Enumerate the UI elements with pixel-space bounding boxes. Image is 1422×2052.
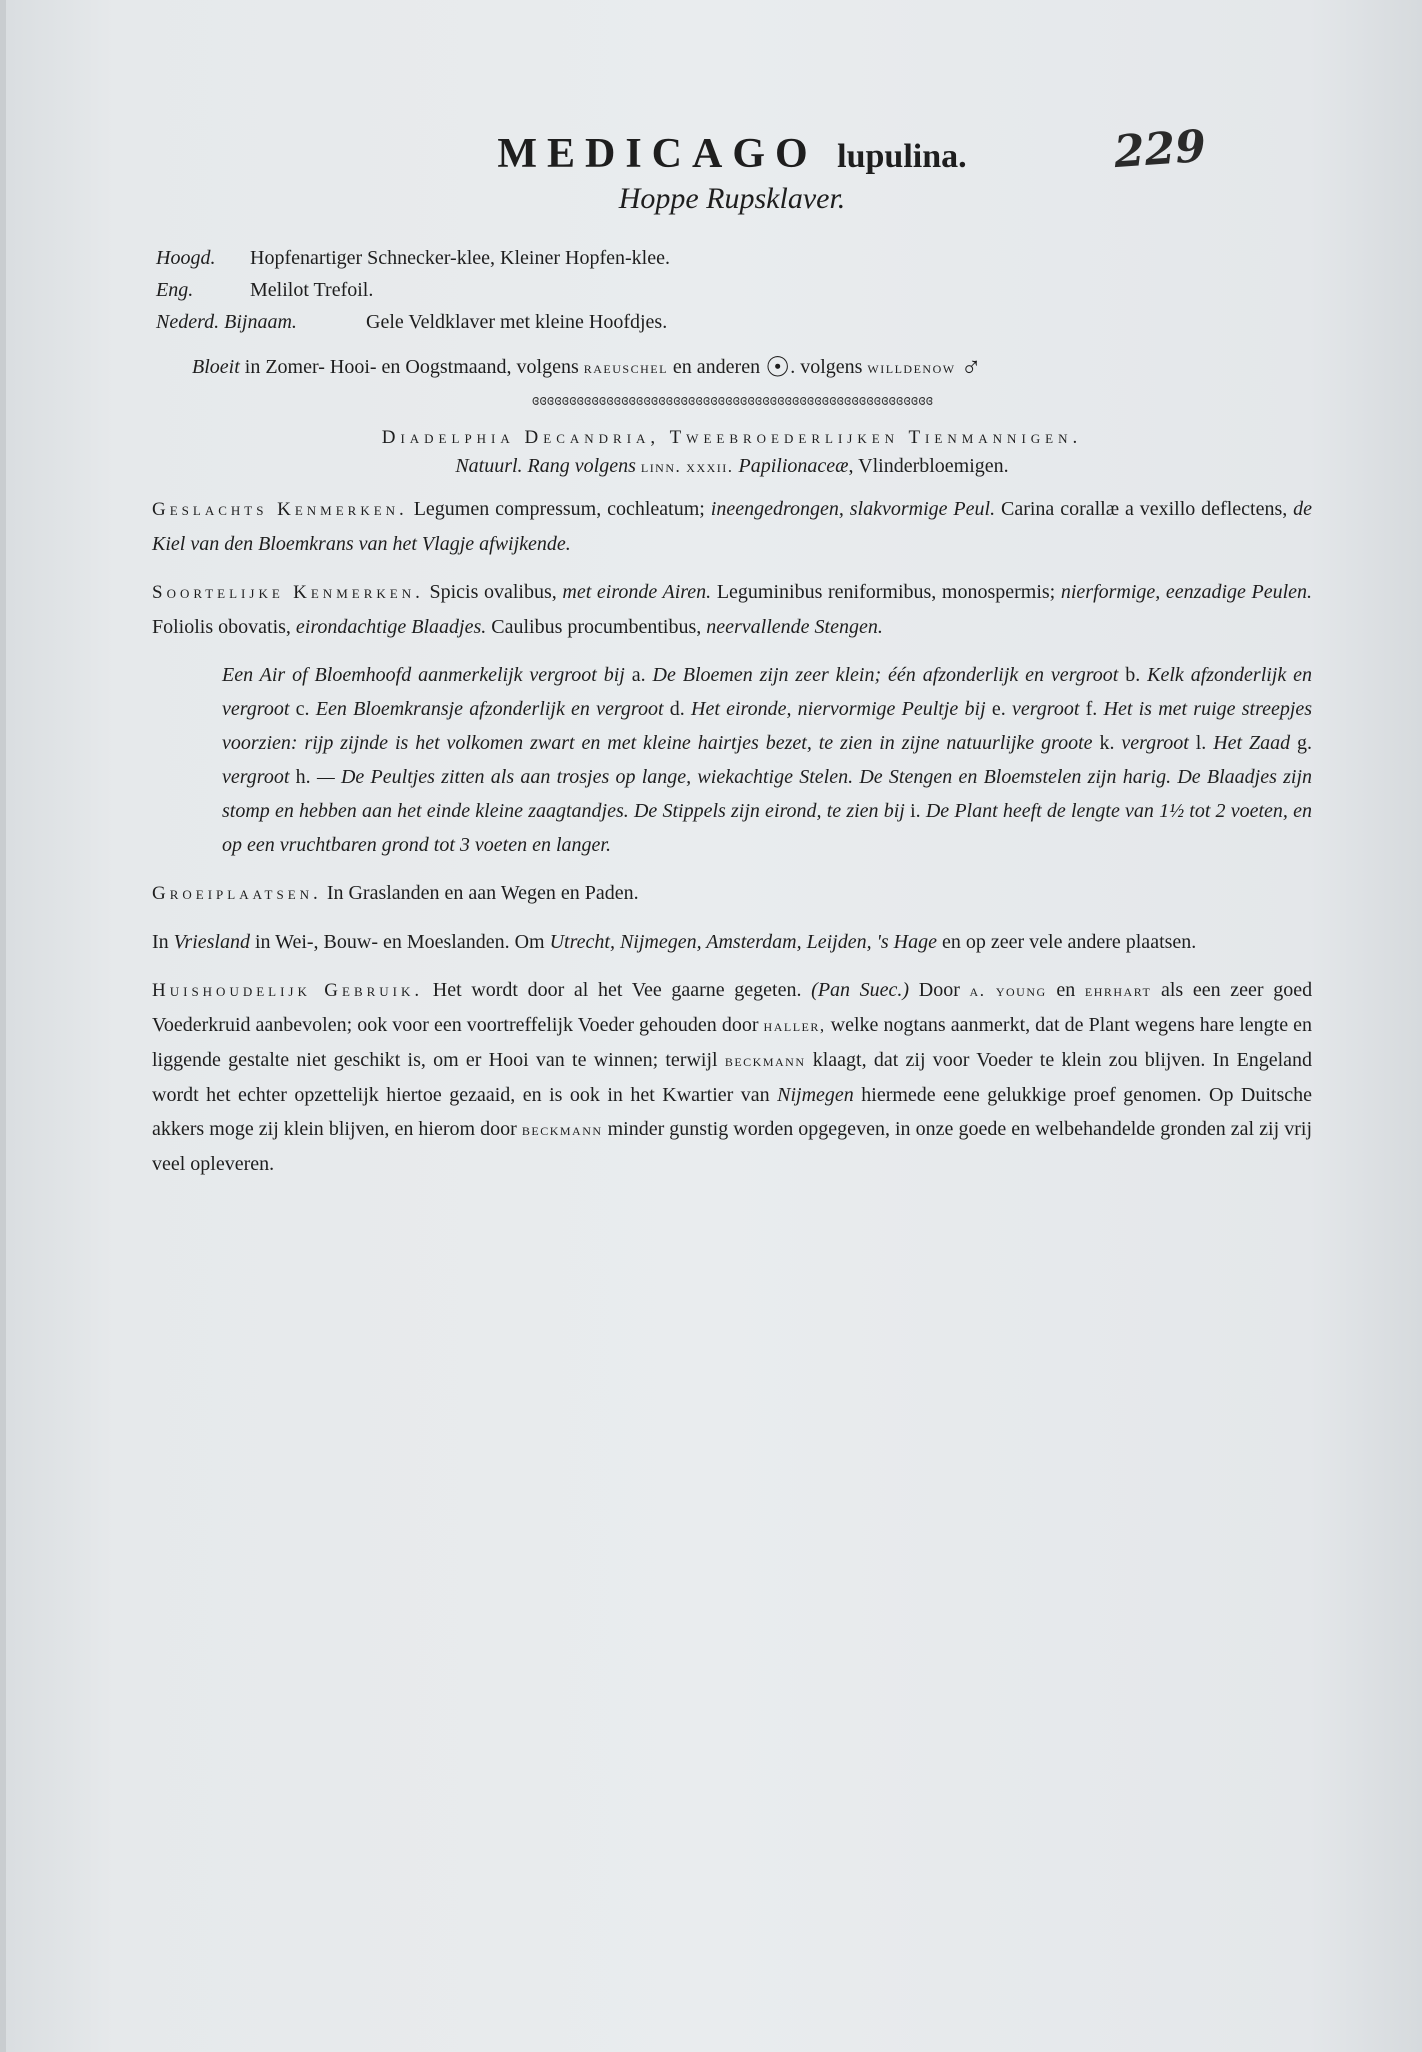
use-text: klaagt, dat zij voor Voeder te klein zou blijven. In Engeland wordt het echter opzettelijk hiertoe gezaaid, en is ook in het Kwartier van	[152, 1049, 1313, 1107]
species-name: lupulina.	[837, 138, 967, 175]
dutch-text: nierformige, eenzadige Peulen.	[1060, 581, 1313, 604]
place-name: Utrecht, Nijmegen, Amsterdam, Leijden, 's Hage	[549, 931, 937, 954]
dutch-text: eirondachtige Blaadjes.	[295, 616, 487, 639]
latin-text: Legumen compressum, cochleatum;	[413, 498, 705, 521]
rank-number: xxxii.	[686, 457, 734, 477]
family-dutch: , Vlinderbloemigen.	[848, 455, 1009, 478]
use-text: minder gunstig worden opgegeven, in onze goede en welbehandelde gronden zal zij vrij veel opleveren.	[152, 1118, 1312, 1176]
figure-letter: a.	[631, 664, 646, 687]
figure-letter: f.	[1085, 698, 1098, 721]
language-label: Nederd. Bijnaam.	[156, 311, 297, 333]
description-text: vergroot	[1011, 698, 1080, 721]
latin-text: Caulibus procumbentibus,	[491, 616, 702, 639]
localities	[152, 925, 1312, 959]
latin-text: Leguminibus reniformibus, monospermis;	[716, 581, 1056, 604]
locality-text: en op zeer vele andere plaatsen.	[941, 931, 1197, 954]
description-text: Het is met ruige streepjes voorzien: rijp zijnde is het volkomen zwart en met kleine hairtjes bezet, te zien in zijne natuurlijke groote	[222, 698, 1313, 755]
description-text: Kelk afzonderlijk en vergroot	[222, 664, 1313, 721]
plate-description	[222, 658, 1312, 862]
vernacular-row	[156, 274, 1312, 306]
section-heading: Soortelijke Kenmerken.	[152, 582, 424, 604]
dutch-text: de Kiel van den Bloemkrans van het Vlagje afwijkende.	[152, 498, 1313, 556]
genus-characters	[152, 492, 1312, 561]
ornamental-divider: ɞɞɞɞɞɞɞɞɞɞɞɞɞɞɞɞɞɞɞɞɞɞɞɞɞɞɞɞɞɞɞɞɞɞɞɞɞɞɞɞɞɞɞɞɞɞɞɞɞɞɞɞɞɞ	[531, 393, 933, 410]
use-text: Het wordt door al het Vee gaarne gegeten.	[432, 979, 802, 1002]
author-name: ehrhart	[1084, 981, 1152, 1001]
description-text: vergroot	[222, 766, 290, 789]
author-name: beckmann	[521, 1120, 603, 1140]
latin-text: Spicis ovalibus,	[429, 581, 557, 604]
description-text: Een Air of Bloemhoofd aanmerkelijk vergroot bij	[222, 664, 625, 687]
figure-letter: h.	[295, 766, 311, 789]
figure-letter: b.	[1125, 664, 1141, 687]
use-text: welke nogtans aanmerkt, dat de Plant wegens hare lengte en liggende gestalte niet geschikt is, om er Hooi van te winnen; terwijl	[152, 1014, 1313, 1072]
author-name: linn.	[640, 457, 682, 477]
language-label: Eng.	[156, 279, 194, 301]
figure-letter: g.	[1297, 732, 1313, 755]
figure-letter: l.	[1195, 732, 1207, 755]
section-heading: Groeiplaatsen.	[152, 883, 322, 905]
figure-letter: c.	[295, 698, 310, 721]
plate-number: 229	[1112, 120, 1208, 179]
biennial-symbol-icon: ♂	[960, 352, 982, 384]
linnaean-class: Diadelphia Decandria, Tweebroederlijken Tienmannigen.	[381, 427, 1083, 449]
author-name: raeuschel	[583, 358, 668, 377]
description-text: vergroot	[1121, 732, 1189, 755]
dutch-text: ineengedrongen, slakvormige Peul.	[710, 498, 996, 521]
dutch-text: met eironde Airen.	[562, 581, 712, 604]
bloom-text: . volgens	[790, 356, 863, 378]
description-text: Een Bloemkransje afzonderlijk en vergroot	[315, 698, 664, 721]
section-heading: Huishoudelijk Gebruik.	[152, 980, 424, 1002]
vernacular-name: Melilot Trefoil.	[250, 279, 374, 301]
locality-text: In	[152, 931, 169, 954]
description-text: Het Zaad	[1213, 732, 1291, 755]
figure-letter: i.	[910, 800, 921, 823]
author-name: a. young	[969, 981, 1047, 1001]
latin-text: Carina corallæ a vexillo deflectens,	[1000, 498, 1288, 521]
author-name: willdenow	[867, 358, 956, 377]
vernacular-name: Gele Veldklaver met kleine Hoofdjes.	[366, 311, 668, 333]
species-characters	[152, 575, 1312, 644]
natural-rank	[152, 455, 1312, 478]
vernacular-row	[156, 242, 1312, 274]
habitat	[152, 876, 1312, 911]
locality-text: in Wei-, Bouw- en Moeslanden. Om	[254, 931, 545, 954]
family-latin: Papilionaceæ	[738, 455, 849, 478]
place-name: Vriesland	[173, 931, 250, 954]
place-name: Nijmegen	[777, 1084, 854, 1107]
figure-letter: k.	[1099, 732, 1115, 755]
description-text: — De Peultjes zitten als aan trosjes op lange, wiekachtige Stelen. De Stengen en Bloemstelen zijn harig. De Blaadjes zijn stomp en hebben aan het einde kleine zaagtandjes. De Stippels zijn eirond, te zien bij	[222, 766, 1313, 823]
vernacular-names	[156, 242, 1312, 338]
use-text: en	[1056, 979, 1076, 1002]
bloom-label: Bloeit	[192, 356, 240, 378]
dutch-text: neervallende Stengen.	[706, 616, 883, 639]
dutch-name: Hoppe Rupsklaver.	[618, 182, 846, 215]
page-title	[152, 120, 1312, 179]
description-text: Het eironde, niervormige Peultje bij	[691, 698, 986, 721]
economic-use	[152, 973, 1312, 1181]
vernacular-row	[156, 306, 1312, 338]
vernacular-name: Hopfenartiger Schnecker-klee, Kleiner Hopfen-klee.	[250, 247, 670, 269]
figure-letter: d.	[669, 698, 685, 721]
language-label: Hoogd.	[156, 247, 216, 269]
use-text: als een zeer goed Voederkruid aanbevolen; ook voor een voortreffelijk Voeder gehouden door	[152, 979, 1313, 1037]
bloom-text: in Zomer- Hooi- en Oogstmaand, volgens	[244, 356, 579, 378]
genus-name: MEDICAGO	[497, 131, 818, 177]
description-text: De Plant heeft de lengte van 1½ tot 2 voeten, en op een vruchtbaren grond tot 3 voeten en langer.	[222, 800, 1312, 857]
use-text: hiermede eene gelukkige proef genomen. Op Duitsche akkers moge zij klein blijven, en hierom door	[152, 1084, 1313, 1141]
author-name: haller,	[763, 1016, 826, 1036]
bloom-text: en anderen	[672, 356, 761, 378]
rank-label: Natuurl. Rang volgens	[455, 455, 636, 478]
latin-text: Foliolis obovatis,	[152, 616, 291, 639]
figure-letter: e.	[991, 698, 1006, 721]
description-text: De Bloemen zijn zeer klein; één afzonderlijk en vergroot	[652, 664, 1119, 687]
annual-symbol-icon: ☉	[765, 352, 791, 384]
author-name: beckmann	[724, 1051, 806, 1071]
reference: (Pan Suec.)	[811, 979, 910, 1002]
flowering-period	[192, 350, 1312, 385]
use-text: Door	[918, 979, 960, 1002]
section-heading: Geslachts Kenmerken.	[152, 499, 408, 521]
habitat-text: In Graslanden en aan Wegen en Paden.	[326, 882, 639, 905]
document-body	[152, 120, 1313, 1195]
